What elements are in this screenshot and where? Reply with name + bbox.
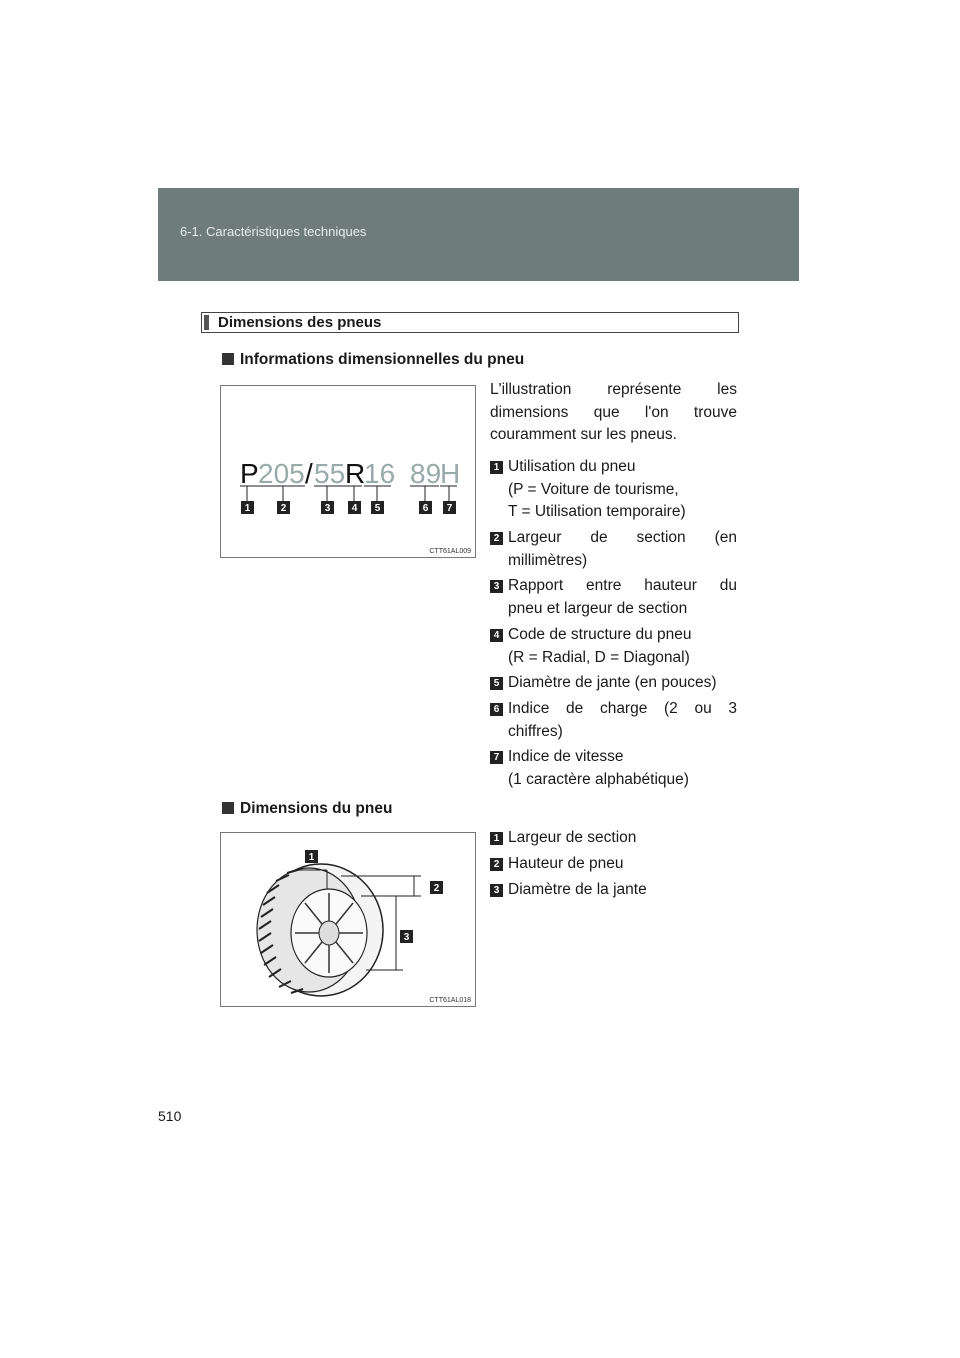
number-badge: 6 bbox=[490, 703, 503, 716]
marker-label: 2 bbox=[433, 883, 440, 894]
code-slash: / bbox=[305, 458, 313, 489]
item-line: Utilisation du pneu bbox=[508, 458, 636, 475]
list-item bbox=[490, 624, 737, 669]
list-item bbox=[490, 746, 737, 791]
item-line: Diamètre de la jante bbox=[508, 881, 647, 898]
code-rim: 16 bbox=[364, 458, 396, 489]
list-item bbox=[490, 527, 737, 572]
item-line: Rapport entre hauteur du bbox=[508, 577, 737, 594]
list-item bbox=[490, 698, 737, 743]
number-badge: 1 bbox=[490, 832, 503, 845]
list-item bbox=[490, 575, 737, 620]
item-line: millimètres) bbox=[508, 551, 588, 569]
square-bullet-icon bbox=[222, 353, 234, 365]
number-badge: 3 bbox=[490, 884, 503, 897]
marker-label: 6 bbox=[422, 503, 429, 514]
list-item bbox=[490, 672, 737, 695]
marker-label: 4 bbox=[351, 503, 358, 514]
dims-heading-text: Dimensions du pneu bbox=[240, 800, 393, 817]
marker-label: 3 bbox=[403, 932, 410, 943]
item-line: Largeur de section bbox=[508, 829, 637, 846]
dims-heading bbox=[222, 800, 392, 818]
code-speed: H bbox=[440, 458, 461, 489]
info-heading-text: Informations dimensionnelles du pneu bbox=[240, 351, 525, 368]
figure-code: CTT61AL009 bbox=[429, 548, 471, 555]
code-width: 205 bbox=[258, 458, 305, 489]
marker-label: 5 bbox=[374, 503, 381, 514]
intro-line: couramment sur les pneus. bbox=[490, 426, 677, 443]
item-line: Diamètre de jante (en pouces) bbox=[508, 674, 717, 691]
section-breadcrumb: 6-1. Caractéristiques techniques bbox=[180, 224, 367, 239]
item-line: pneu et largeur de section bbox=[508, 599, 688, 617]
number-badge: 2 bbox=[490, 532, 503, 545]
tire-code-figure bbox=[220, 385, 476, 558]
number-badge: 2 bbox=[490, 858, 503, 871]
list-item bbox=[490, 456, 737, 524]
tire-dimension-figure bbox=[220, 832, 476, 1007]
item-line: Indice de charge (2 ou 3 bbox=[508, 700, 737, 717]
marker-label: 2 bbox=[280, 503, 287, 514]
intro-paragraph bbox=[490, 379, 737, 447]
tire-code-illustration bbox=[221, 386, 475, 557]
tire-wheel-illustration bbox=[221, 833, 475, 1006]
item-line: chiffres) bbox=[508, 722, 563, 740]
intro-line: L'illustration représente les bbox=[490, 381, 737, 398]
code-load: 89 bbox=[410, 458, 442, 489]
item-line: T = Utilisation temporaire) bbox=[508, 503, 686, 520]
item-line: Hauteur de pneu bbox=[508, 855, 624, 872]
number-badge: 7 bbox=[490, 751, 503, 764]
marker-label: 3 bbox=[324, 503, 331, 514]
code-r: R bbox=[345, 458, 366, 489]
section-title: Dimensions des pneus bbox=[218, 314, 382, 331]
code-ratio: 55 bbox=[314, 458, 346, 489]
code-p: P bbox=[240, 458, 259, 489]
item-line: Indice de vitesse bbox=[508, 748, 624, 765]
list-item bbox=[490, 853, 737, 876]
list-item bbox=[490, 879, 737, 902]
page-number: 510 bbox=[158, 1108, 182, 1124]
list-item bbox=[490, 827, 737, 850]
number-badge: 3 bbox=[490, 580, 503, 593]
marker-label: 1 bbox=[244, 503, 251, 514]
item-line: (1 caractère alphabétique) bbox=[508, 770, 689, 788]
item-line: (R = Radial, D = Diagonal) bbox=[508, 648, 690, 666]
info-heading bbox=[222, 351, 524, 369]
marker-label: 7 bbox=[446, 503, 453, 514]
number-badge: 1 bbox=[490, 461, 503, 474]
section-title-bar bbox=[204, 315, 209, 330]
item-line: Largeur de section (en bbox=[508, 529, 737, 546]
marker-label: 1 bbox=[308, 852, 315, 863]
figure-code: CTT61AL018 bbox=[429, 997, 471, 1004]
section-title-box bbox=[201, 312, 739, 333]
number-badge: 5 bbox=[490, 677, 503, 690]
number-badge: 4 bbox=[490, 629, 503, 642]
item-line: (P = Voiture de tourisme, bbox=[508, 480, 679, 498]
square-bullet-icon bbox=[222, 802, 234, 814]
item-line: Code de structure du pneu bbox=[508, 626, 692, 643]
intro-line: dimensions que l'on trouve bbox=[490, 403, 737, 421]
